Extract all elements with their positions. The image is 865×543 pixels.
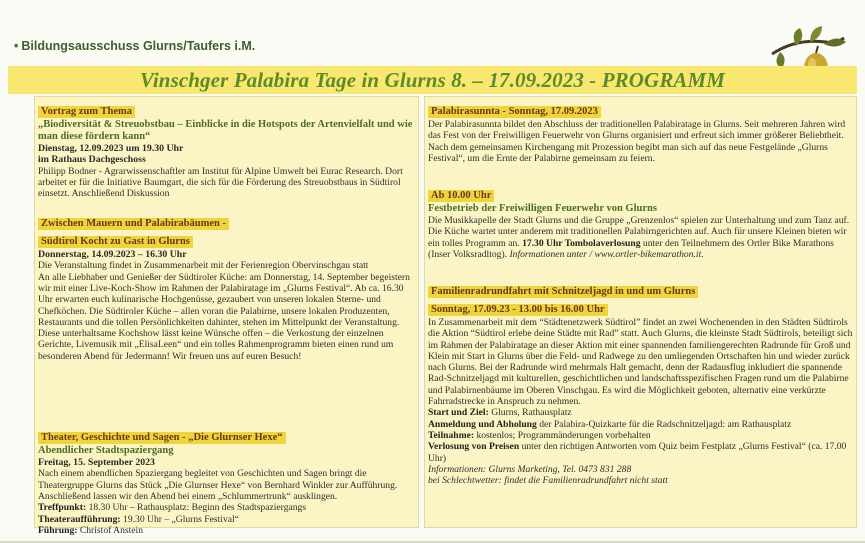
detail-meeting-point: Treffpunkt: 18.30 Uhr – Rathausplatz: Beginn des Stadtspaziergangs [38, 502, 307, 514]
event-place: im Rathaus Dachgeschoss [38, 154, 146, 166]
event-title: „Biodiversität & Streuobstbau – Einblicke in die Hotspots der Artenvielfalt und wie man diese fördern kann“ [38, 119, 413, 142]
event-label: Zwischen Mauern und Palabirabäumen - [38, 218, 229, 230]
program-banner [8, 66, 857, 94]
banner-title: Vinschger Palabira Tage in Glurns 8. – 17.09.2023 - PROGRAMM [139, 68, 726, 92]
detail-start: Start und Ziel: Glurns, Rathausplatz [428, 407, 572, 419]
detail-performance: Theateraufführung: 19.30 Uhr – „Glurns Festival“ [38, 513, 239, 525]
event-date: Freitag, 15. September 2023 [38, 457, 155, 468]
event-label-second-line: Südtirol Kocht zu Gast in Glurns [38, 236, 193, 248]
event-details [35, 502, 418, 536]
event-text: Philipp Bodner - Agrarwissenschaftler am Institut für Alpine Umwelt bei Eurac Research. Dort arbeitet er für die Initiative Baumgart, die sich für die Förderung des Streuobstbaus in Südtirol einsetzt. Anschließend Diskussion [38, 165, 403, 200]
detail-prize-draw: Verlosung von Preisen unter den richtigen Antworten vom Quiz beim Festplatz „Glurns Festival“ (ca. 17.00 Uhr) [428, 441, 847, 464]
event-subtitle: Abendlicher Stadtspaziergang [38, 445, 174, 456]
event-text: Der Palabirasunnta bildet den Abschluss der traditionellen Palabiratage in Glurns. Seit mehreren Jahren wird das Fest von der Freiwilligen Feuerwehr von Glurns organisiert und erfreut sich immer größerer Beliebtheit. Nach dem gemeinsamen Kirchengang mit Prozession begibt man sich auf das neue Festgelände „Glurns Festival“, um die Ernte der Palabirne gemeinsam zu feiern. [428, 119, 846, 164]
detail-bad-weather: bei Schlechtwetter: findet die Familienradrundfahrt nicht statt [428, 475, 668, 487]
event-subtitle: Festbetrieb der Freiwilligen Feuerwehr von Glurns [428, 203, 657, 214]
event-lecture [35, 101, 418, 200]
info-link-text: Informationen unter / www.ortler-bikemarathon.it. [509, 248, 704, 260]
event-family-bike-tour [425, 281, 856, 486]
event-text: Die Musikkapelle der Stadt Glurns und die Gruppe „Grenzenlos“ spielen zur Unterhaltung und zum Tanz auf. Die Küche wartet unter anderem mit traditionellen Palabirngerichten auf. Auch für unsere Kleinen bieten wir ein tolles Programm an. 17.30 Uhr Tombolaverlosung unter den Teilnehmern des Ortler Bike Marathons (Inser Volksradltog). Informationen unter / www.ortler-bikemarathon.it. [428, 215, 850, 260]
tombola-label: 17.30 Uhr Tombolaverlosung [522, 237, 641, 249]
event-date: Sonntag, 17.09.23 - 13.00 bis 16.00 Uhr [428, 304, 608, 316]
event-label: Vortrag zum Thema [38, 106, 135, 118]
detail-guide: Führung: Christof Anstein [38, 524, 144, 536]
event-text: Nach einem abendlichen Spaziergang begleitet von Geschichten und Sagen bringt die Theatergruppe Glurns das Stück „Die Glurnser Hexe“ von Bernhard Winkler zur Aufführung. Anschließend lassen wir den Abend bei einem „Schlummertrunk“ ausklingen. [38, 468, 398, 502]
bullet-icon: • [14, 39, 19, 53]
event-palabirasunnta [425, 101, 856, 164]
event-text: Die Veranstaltung findet in Zusammenarbeit mit der Ferienregion Obervinschgau statt An alle Liebhaber und Genießer der Südtiroler Küche: am Donnerstag, 14. September begeistern wir mit einer Live-Koch-Show im Rahmen der Palabiratage im „Glurns Festival“. Ab ca. 16.30 Uhr erwarten euch kulinarische Hochgenüsse, gezaubert von unseren lokalen Sterne- und Chefköchen. Die Südtiroler Küche – allen voran die Palabirne, unsere lokalen Produzenten, Restaurants und die tollen Persönlichkeiten dahinter, stehen im Mittelpunkt der Veranstaltung. Diese unterhaltsame Kochshow lässt keine Wünsche offen – die Verkostung der einzelnen Gerichte, Livemusik mit „ElisaLeen“ und ein tolles Rahmenprogramm bieten einen rund um besonderen Abend für Jedermann! Wir freuen uns auf euren Besuch! [38, 260, 410, 362]
detail-registration: Anmeldung und Abholung der Palabira-Quizkarte für die Radschnitzeljagd: am Rathausplatz [428, 418, 792, 430]
event-theater-walk [35, 427, 418, 536]
detail-information: Informationen: Glurns Marketing, Tel. 0473 831 288 [428, 463, 632, 475]
event-date: Dienstag, 12.09.2023 um 19.30 Uhr [38, 143, 184, 154]
event-label: Theater, Geschichte und Sagen - „Die Glurnser Hexe“ [38, 432, 286, 444]
left-column [34, 96, 419, 536]
event-date: Donnerstag, 14.09.2023 – 16.30 Uhr [38, 249, 187, 260]
event-festival-operations [425, 185, 856, 260]
event-text: In Zusammenarbeit mit dem “Städtenetzwerk Südtirol” findet an zwei Wochenenden in den Städten Südtirols die Aktion “Südtirol erlebe deine Städte mit Rad” statt. Auch Glurns, die kleinste Stadt Südtirols, beteiligt sich im Rahmen der Palabiratage an dieser Aktion mit einer spannenden familiengerechten Radrunde für Groß und Klein mit Start in Glurns über die Feld- und Radwege zu den umliegenden Ortschaften hin und wieder zurück nach Glurns. Bei der Radrunde wird mehrmals Halt gemacht, denn der Radausflug inkludiert die spannende Rad-Schnitzeljagd mit kulturellen, geschichtlichen und landschaftsspezifischen Fragen rund um die Palabirne und Palabirnenbäume im Oberen Vinschgau. Es wird die Möglichkeit geboten, alternativ eine verkürzte Fahrradstrecke in Anspruch zu nehmen. [428, 317, 853, 408]
right-column [424, 96, 857, 528]
event-label: Palabirasunnta - Sonntag, 17.09.2023 [428, 106, 601, 118]
organization-header [14, 39, 255, 53]
event-details [425, 407, 856, 486]
organization-name: Bildungsausschuss Glurns/Taufers i.M. [21, 39, 256, 53]
event-label: Ab 10.00 Uhr [428, 190, 494, 202]
event-cooking-show [35, 213, 418, 362]
event-label: Familienradrundfahrt mit Schnitzeljagd in und um Glurns [428, 286, 698, 298]
detail-participation: Teilnahme: kostenlos; Programmänderungen vorbehalten [428, 429, 651, 441]
